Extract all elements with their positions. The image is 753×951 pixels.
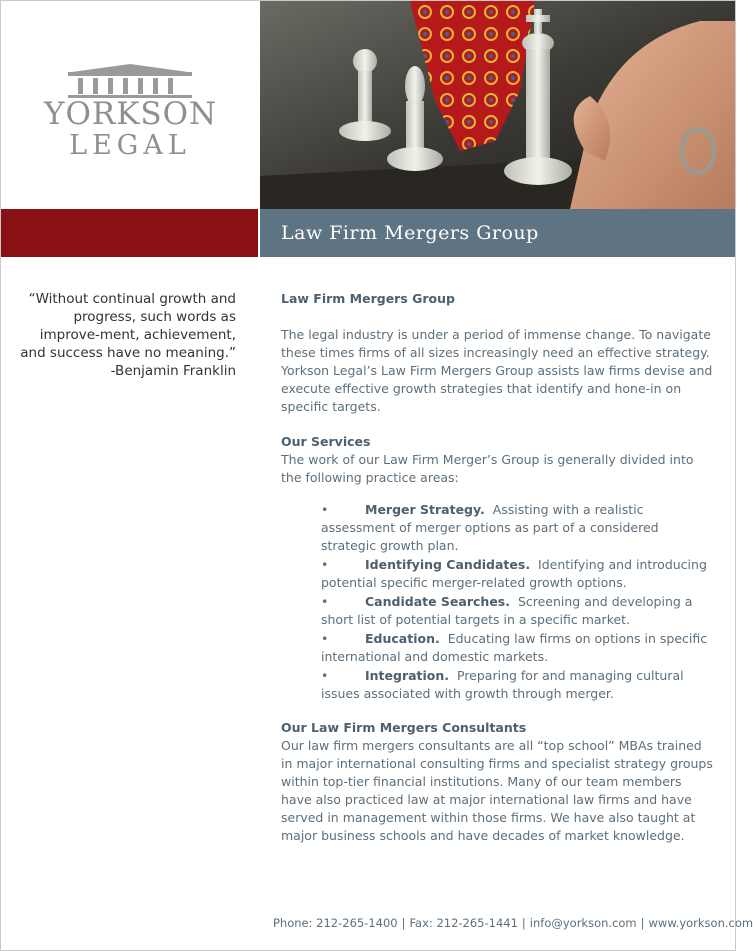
service-item (321, 630, 713, 666)
logo-wordmark-line1: YORKSON (44, 96, 218, 132)
title-banner (260, 209, 735, 257)
services-heading: Our Services (281, 434, 371, 449)
logo-wordmark-line2: LEGAL (69, 130, 191, 161)
bullet-icon: • (321, 594, 329, 609)
footer-separator: | (401, 916, 406, 930)
contact-footer (273, 916, 753, 930)
service-item (321, 667, 713, 703)
pull-quote (14, 290, 236, 380)
service-desc: Identifying and introducing potential specific merger-related growth options. (321, 557, 707, 590)
service-desc: Assisting with a realistic assessment of merger options as part of a considered strategic growth plan. (321, 502, 659, 553)
service-term: Integration. (365, 668, 450, 683)
service-term: Merger Strategy. (365, 502, 485, 517)
footer-separator: | (521, 916, 526, 930)
service-term: Identifying Candidates. (365, 557, 531, 572)
footer-phone: Phone: 212-265-1400 (273, 916, 398, 930)
services-intro: The work of our Law Firm Merger’s Group is generally divided into the following practice areas: (281, 452, 694, 485)
footer-web-link[interactable]: www.yorkson.com (648, 916, 753, 930)
consultants-heading: Our Law Firm Mergers Consultants (281, 720, 527, 735)
service-desc: Preparing for and managing cultural issues associated with growth through merger. (321, 668, 684, 701)
section-heading: Law Firm Mergers Group (281, 291, 455, 306)
consultants-paragraph: Our law firm mergers consultants are all “top school” MBAs trained in major international consulting firms and specialist strategy groups within top-tier financial institutions. Many of our team members have also practiced law at major international law firms and have served in management within those firms. We have also taught at major business schools and have decades of market knowledge. (281, 738, 713, 843)
quote-text: “Without continual growth and progress, such words as improve-ment, achievement, and success have no meaning.” (20, 291, 236, 361)
service-term: Candidate Searches. (365, 594, 510, 609)
services-list (321, 501, 713, 703)
service-item (321, 593, 713, 629)
service-item (321, 556, 713, 592)
quote-author: -Benjamin Franklin (110, 363, 236, 379)
banner-title: Law Firm Mergers Group (281, 222, 539, 244)
chess-photo (260, 1, 735, 209)
accent-red-bar (1, 209, 258, 257)
footer-email-link[interactable]: info@yorkson.com (529, 916, 637, 930)
bullet-icon: • (321, 668, 329, 683)
bullet-icon: • (321, 502, 329, 517)
bullet-icon: • (321, 557, 329, 572)
footer-fax: Fax: 212-265-1441 (409, 916, 518, 930)
service-term: Education. (365, 631, 440, 646)
bullet-icon: • (321, 631, 329, 646)
intro-paragraph: The legal industry is under a period of immense change. To navigate these times firms of all sizes increasingly need an effective strategy. Yorkson Legal’s Law Firm Mergers Group assists law firms devise and execute effective growth strategies that identify and hone-in on specific targets. (281, 327, 713, 414)
yorkson-logo (40, 62, 220, 162)
service-item (321, 501, 713, 555)
service-desc: Screening and developing a short list of potential targets in a specific market. (321, 594, 693, 627)
footer-separator: | (640, 916, 645, 930)
service-desc: Educating law firms on options in specific international and domestic markets. (321, 631, 708, 664)
main-content (281, 290, 713, 845)
